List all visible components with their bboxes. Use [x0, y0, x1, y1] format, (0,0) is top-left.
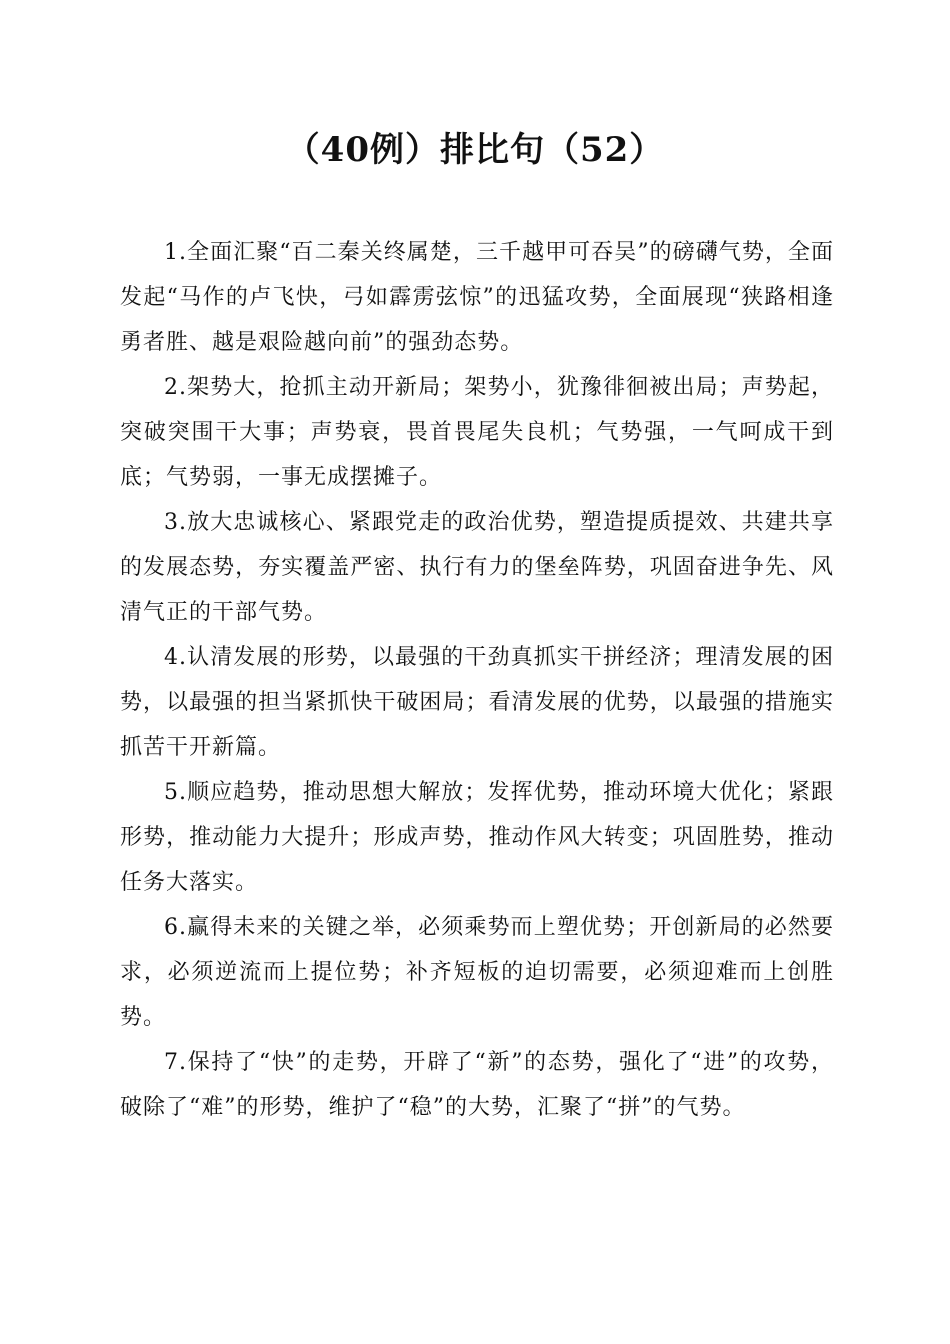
paragraph-3: 3.放大忠诚核心、紧跟党走的政治优势，塑造提质提效、共建共享的发展态势，夯实覆盖严密、执行有力的堡垒阵势，巩固奋进争先、风清气正的干部气势。 — [120, 510, 834, 625]
paragraph-1: 1.全面汇聚“百二秦关终属楚，三千越甲可吞吴”的磅礴气势，全面发起“马作的卢飞快，弓如霹雳弦惊”的迅猛攻势，全面展现“狭路相逢勇者胜、越是艰险越向前”的强劲态势。 — [120, 240, 834, 355]
paragraph-2: 2.架势大，抢抓主动开新局；架势小，犹豫徘徊被出局；声势起，突破突围干大事；声势衰，畏首畏尾失良机；气势强，一气呵成干到底；气势弱，一事无成摆摊子。 — [120, 375, 834, 490]
paragraph-7: 7.保持了“快”的走势，开辟了“新”的态势，强化了“进”的攻势，破除了“难”的形势，维护了“稳”的大势，汇聚了“拼”的气势。 — [120, 1050, 834, 1120]
document-title: （40例）排比句（52） — [285, 130, 665, 170]
paragraph-4: 4.认清发展的形势，以最强的干劲真抓实干拼经济；理清发展的困势，以最强的担当紧抓快干破困局；看清发展的优势，以最强的措施实抓苦干开新篇。 — [120, 645, 834, 760]
document-body — [120, 230, 834, 1130]
paragraph-5: 5.顺应趋势，推动思想大解放；发挥优势，推动环境大优化；紧跟形势，推动能力大提升；形成声势，推动作风大转变；巩固胜势，推动任务大落实。 — [120, 780, 834, 895]
paragraph-6: 6.赢得未来的关键之举，必须乘势而上塑优势；开创新局的必然要求，必须逆流而上提位势；补齐短板的迫切需要，必须迎难而上创胜势。 — [120, 915, 834, 1030]
